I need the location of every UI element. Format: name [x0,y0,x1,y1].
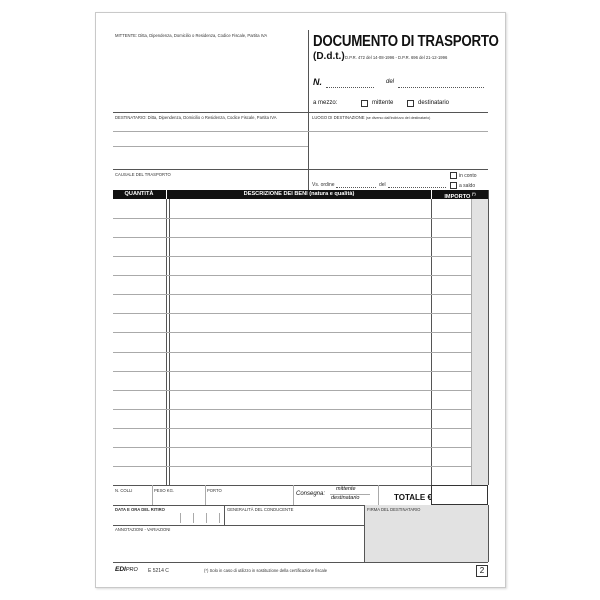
importo-shaded-column [471,199,488,485]
peso-sep [205,485,206,505]
ritiro-sep [224,505,225,525]
copy-number-badge: 2 [476,565,488,577]
table-row[interactable] [113,428,471,429]
table-row[interactable] [113,447,471,448]
peso-label: PESO KG. [154,488,175,493]
ordine-field[interactable] [336,187,376,188]
date-field[interactable] [398,87,484,88]
data-ritiro-label: DATA E ORA DEL RITIRO [115,507,165,512]
destinatario-line-2[interactable] [113,146,308,147]
col-quantita-header: QUANTITÀ [124,191,154,197]
table-row[interactable] [113,371,471,372]
document-title: DOCUMENTO DI TRASPORTO [313,33,499,50]
table-row[interactable] [113,352,471,353]
col-importo-header: IMPORTO (*) [444,192,476,200]
consegna-label: Consegna: [296,491,326,497]
in-conto-checkbox[interactable] [450,172,457,179]
conducente-label: GENERALITÀ DEL CONDUCENTE [227,507,294,512]
firma-left-border [364,505,365,562]
importo-col-border [431,199,432,485]
product-code: E 5214 C [148,568,169,574]
colli-label: N. COLLI [115,488,133,493]
table-row[interactable] [113,256,471,257]
table-row[interactable] [113,332,471,333]
porto-label: PORTO [207,488,222,493]
totale-label: TOTALE € [394,493,432,502]
in-conto-label: in conto [459,173,477,179]
table-row[interactable] [113,313,471,314]
table-row[interactable] [113,218,471,219]
importo-cents-border [471,199,472,485]
table-row[interactable] [113,466,471,467]
fiscal-note: (*) Solo in caso di utilizzo in sostituzione della certificazione fiscale [204,568,328,573]
header-sep-1 [166,190,167,199]
ordine-del-label: del [379,182,386,188]
quantita-col-border [166,199,167,485]
causale-top-rule [113,169,488,170]
mezzo-destinatario-label: destinatario [418,100,450,106]
annotazioni-top-rule [113,525,364,526]
porto-sep [293,485,294,505]
luogo-line-1[interactable] [308,131,488,132]
header-divider [308,30,309,190]
ritiro-tick-4 [219,513,220,523]
firma-right-border [488,505,489,562]
mezzo-destinatario-checkbox[interactable] [407,100,414,107]
number-field[interactable] [326,87,374,88]
ritiro-tick-3 [206,513,207,523]
mezzo-mittente-label: mittente [372,100,394,106]
mezzo-mittente-checkbox[interactable] [361,100,368,107]
destinatario-line-1[interactable] [113,131,308,132]
a-saldo-checkbox[interactable] [450,182,457,189]
table-row[interactable] [113,294,471,295]
transport-document-form [95,12,506,588]
quantita-col-border-double [169,199,170,485]
ordine-date-field[interactable] [388,187,446,188]
consegna-sep [378,485,379,505]
header-sep-2 [431,190,432,199]
table-row[interactable] [113,237,471,238]
destinatario-top-rule [113,112,488,113]
table-right-border [488,190,489,485]
firma-label: FIRMA DEL DESTINATARIO [367,507,421,512]
ritiro-tick-1 [180,513,181,523]
ordine-label: Vs. ordine [312,182,335,188]
consegna-mittente: mittente [336,486,356,492]
annotazioni-label: ANNOTAZIONI - VARIAZIONI [115,527,171,532]
table-row[interactable] [113,390,471,391]
causale-label: CAUSALE DEL TRASPORTO [115,172,171,177]
brand-logo: EDIPRO [115,566,138,573]
luogo-label: LUOGO DI DESTINAZIONE (se diverso dall'indirizzo del destinatario) [312,115,431,120]
col-descrizione-header: DESCRIZIONE DEI BENI (natura e qualità) [243,191,355,197]
destinatario-label: DESTINATARIO: Ditta, Dipendenza, Domicilio o Residenza, Codice Fiscale, Partita IVA [115,115,277,120]
totale-field[interactable] [431,485,488,505]
firma-shaded-box[interactable] [364,505,488,562]
footer-bottom-rule [113,562,488,563]
date-label: del [386,79,395,85]
mittente-label: MITTENTE: Ditta, Dipendenza, Domicilio o Residenza, Codice Fiscale, Partita IVA [115,33,268,38]
consegna-destinatario: destinatario [331,495,360,501]
ritiro-tick-2 [193,513,194,523]
number-label: N. [313,77,322,87]
colli-sep [152,485,153,505]
mezzo-label: a mezzo: [313,100,338,106]
table-row[interactable] [113,409,471,410]
document-subtitle: (D.d.t.) [313,51,345,62]
dpr-note: D.P.R. 472 del 14-08-1996 - D.P.R. 696 del 21-12-1996 [345,55,448,60]
a-saldo-label: a saldo [459,183,476,189]
table-row[interactable] [113,275,471,276]
